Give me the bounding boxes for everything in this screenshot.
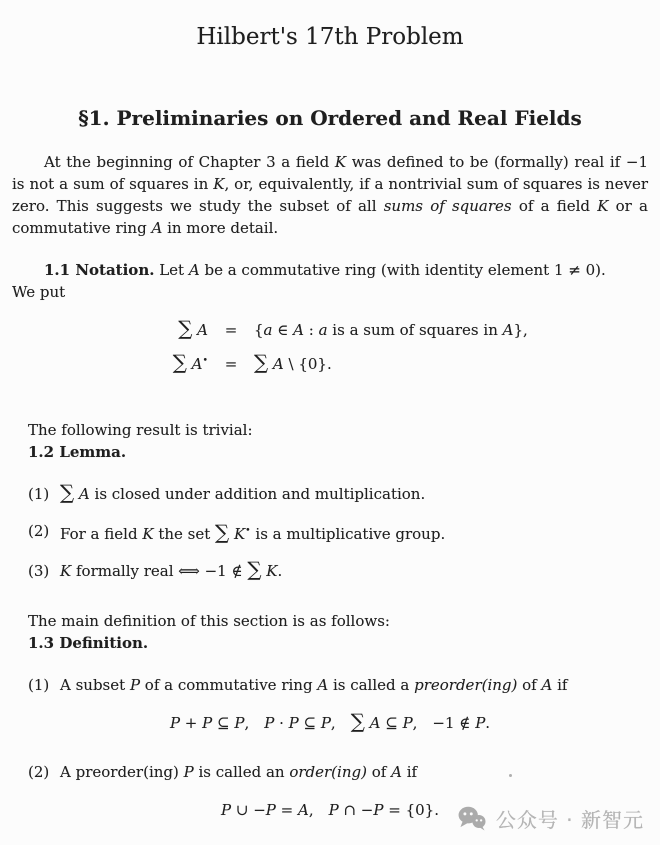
scan-artifact-dot [509,774,512,777]
lemma-item-3 [28,560,648,582]
item-marker: (2) [28,763,50,781]
item-text: K formally real ⟺ −1 ∉ ∑ K. [60,558,283,581]
lemma-intro-block [28,419,648,463]
definition-label: 1.3 Definition. [28,634,149,652]
notation-paragraph-line1: 1.1 Notation. Let A be a commutative ring (with identity element 1 ≠ 0). [44,261,606,279]
equation-rhs: {a ∈ A : a is a sum of squares in A}, [254,321,528,339]
definition-intro-line: The main definition of this section is as follows: [28,612,390,630]
equation-rhs: ∑ A \ {0}. [254,351,332,374]
definition-item-1 [28,674,648,696]
watermark-label: 公众号 · 新智元 [495,808,644,832]
preorder-formula: P + P ⊆ P, P · P ⊆ P, ∑ A ⊆ P, −1 ∉ P. [169,710,491,733]
item-marker: (3) [28,562,50,580]
lemma-intro-line: The following result is trivial: [28,421,253,439]
wechat-icon [457,805,488,832]
item-marker: (1) [28,485,50,503]
lemma-item-2 [28,520,648,545]
item-text: A subset P of a commutative ring A is called a preorder(ing) of A if [60,676,568,694]
equation-lhs: ∑ A [178,317,208,340]
item-marker: (1) [28,676,50,694]
equation-row-sum-a-star [142,353,648,387]
item-text: A preorder(ing) P is called an order(ing) of A if [60,763,418,781]
equation-lhs: ∑ A• [172,351,208,374]
equals-sign: = [224,321,238,339]
item-text: ∑ A is closed under addition and multiplication. [60,481,426,504]
watermark [457,804,644,833]
item-marker: (2) [28,522,50,540]
definition-item-2 [28,761,648,783]
notation-paragraph-line2: We put [12,283,66,301]
lemma-label: 1.2 Lemma. [28,443,127,461]
display-equations [142,319,648,387]
lemma-item-1 [28,483,648,505]
section-heading: §1. Preliminaries on Ordered and Real Fields [78,106,582,130]
equation-row-sum-a [142,319,648,353]
document-title: Hilbert's 17th Problem [196,24,464,50]
order-formula: P ∪ −P = A, P ∩ −P = {0}. [221,801,439,819]
equals-sign: = [224,355,238,373]
definition-intro-block [28,610,648,654]
intro-paragraph: At the beginning of Chapter 3 a field K was defined to be (formally) real if −1 is not a sum of squares in K, or, equivalently, if a nontrivial sum of squares is never zero. This suggests we study the subset of all sums of squares of a field K or a commutative ring A in more detail. [12,153,648,237]
item-text: For a field K the set ∑ K• is a multiplicative group. [60,521,446,544]
